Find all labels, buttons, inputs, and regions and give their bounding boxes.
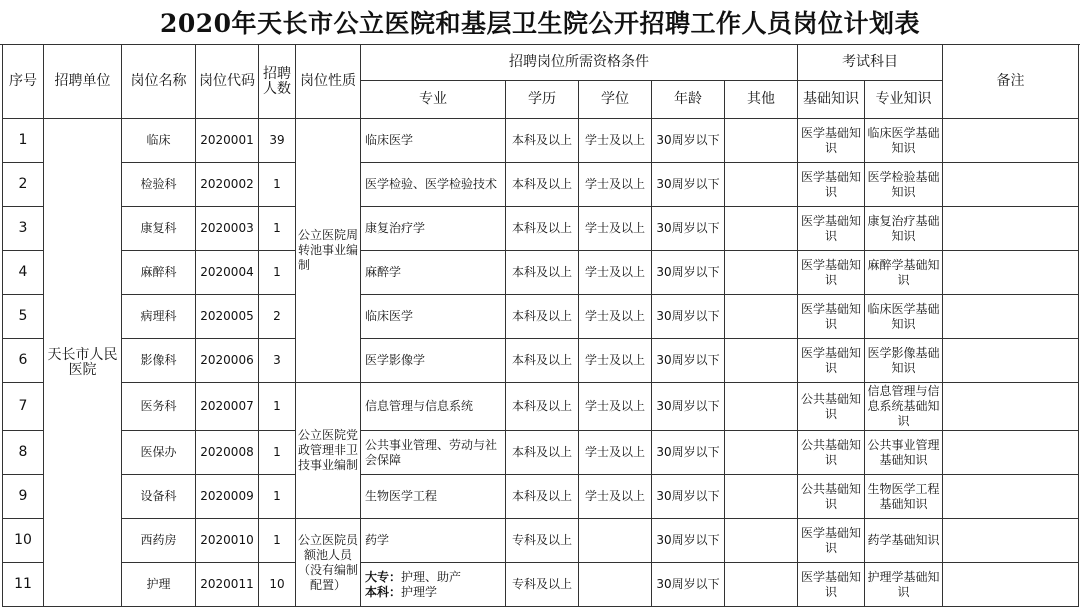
cell-basic: 医学基础知识 xyxy=(798,563,865,607)
cell-seq: 9 xyxy=(3,475,44,519)
cell-degree: 学士及以上 xyxy=(579,339,652,383)
cell-post: 医保办 xyxy=(122,431,196,475)
cell-post: 病理科 xyxy=(122,295,196,339)
header-seq: 序号 xyxy=(3,45,44,119)
cell-edu: 本科及以上 xyxy=(506,475,579,519)
cell-other xyxy=(725,119,798,163)
cell-prof: 康复治疗基础知识 xyxy=(865,207,943,251)
cell-seq: 2 xyxy=(3,163,44,207)
cell-major: 康复治疗学 xyxy=(361,207,506,251)
cell-post: 护理 xyxy=(122,563,196,607)
cell-remark xyxy=(943,519,1079,563)
header-nature: 岗位性质 xyxy=(296,45,361,119)
cell-code: 2020009 xyxy=(196,475,259,519)
cell-remark xyxy=(943,163,1079,207)
major-value-junior: 护理、助产 xyxy=(401,569,462,584)
cell-other xyxy=(725,563,798,607)
cell-prof: 信息管理与信息系统基础知识 xyxy=(865,383,943,431)
cell-count: 1 xyxy=(259,475,296,519)
cell-other xyxy=(725,207,798,251)
cell-edu: 本科及以上 xyxy=(506,339,579,383)
cell-age: 30周岁以下 xyxy=(652,475,725,519)
cell-other xyxy=(725,519,798,563)
cell-other xyxy=(725,251,798,295)
header-major: 专业 xyxy=(361,81,506,119)
cell-basic: 医学基础知识 xyxy=(798,251,865,295)
cell-unit: 天长市人民医院 xyxy=(44,119,122,607)
cell-basic: 医学基础知识 xyxy=(798,119,865,163)
table-row xyxy=(3,339,1079,383)
cell-count: 1 xyxy=(259,163,296,207)
table-row xyxy=(3,519,1079,563)
cell-basic: 公共基础知识 xyxy=(798,383,865,431)
cell-post: 医务科 xyxy=(122,383,196,431)
table-row xyxy=(3,431,1079,475)
header-post-name: 岗位名称 xyxy=(122,45,196,119)
cell-remark xyxy=(943,475,1079,519)
header-age: 年龄 xyxy=(652,81,725,119)
cell-major: 信息管理与信息系统 xyxy=(361,383,506,431)
cell-remark xyxy=(943,295,1079,339)
cell-prof: 医学影像基础知识 xyxy=(865,339,943,383)
cell-basic: 公共基础知识 xyxy=(798,431,865,475)
header-basic: 基础知识 xyxy=(798,81,865,119)
cell-count: 39 xyxy=(259,119,296,163)
major-label-bachelor: 本科： xyxy=(365,584,402,599)
cell-edu: 本科及以上 xyxy=(506,251,579,295)
major-label-junior: 大专： xyxy=(365,569,402,584)
cell-major: 药学 xyxy=(361,519,506,563)
cell-basic: 医学基础知识 xyxy=(798,163,865,207)
cell-major: 医学检验、医学检验技术 xyxy=(361,163,506,207)
cell-major: 公共事业管理、劳动与社会保障 xyxy=(361,431,506,475)
cell-basic: 医学基础知识 xyxy=(798,295,865,339)
cell-seq: 10 xyxy=(3,519,44,563)
cell-post: 设备科 xyxy=(122,475,196,519)
cell-edu: 本科及以上 xyxy=(506,431,579,475)
cell-nature-1: 公立医院周转池事业编制 xyxy=(296,119,361,383)
cell-post: 影像科 xyxy=(122,339,196,383)
cell-remark xyxy=(943,339,1079,383)
cell-seq: 8 xyxy=(3,431,44,475)
cell-prof: 临床医学基础知识 xyxy=(865,295,943,339)
cell-post: 临床 xyxy=(122,119,196,163)
cell-prof: 麻醉学基础知识 xyxy=(865,251,943,295)
page-title: 2020年天长市公立医院和基层卫生院公开招聘工作人员岗位计划表 xyxy=(0,0,1080,45)
header-requirements: 招聘岗位所需资格条件 xyxy=(361,45,798,81)
header-count: 招聘人数 xyxy=(259,45,296,119)
header-remark: 备注 xyxy=(943,45,1079,119)
cell-age: 30周岁以下 xyxy=(652,295,725,339)
cell-code: 2020007 xyxy=(196,383,259,431)
cell-post: 麻醉科 xyxy=(122,251,196,295)
cell-seq: 4 xyxy=(3,251,44,295)
cell-age: 30周岁以下 xyxy=(652,563,725,607)
cell-age: 30周岁以下 xyxy=(652,163,725,207)
cell-degree: 学士及以上 xyxy=(579,251,652,295)
cell-seq: 11 xyxy=(3,563,44,607)
cell-count: 1 xyxy=(259,207,296,251)
cell-degree: 学士及以上 xyxy=(579,431,652,475)
cell-other xyxy=(725,295,798,339)
cell-code: 2020002 xyxy=(196,163,259,207)
cell-major xyxy=(361,563,506,607)
cell-code: 2020005 xyxy=(196,295,259,339)
cell-edu: 专科及以上 xyxy=(506,519,579,563)
table-row xyxy=(3,383,1079,431)
major-value-bachelor: 护理学 xyxy=(401,584,438,599)
cell-degree: 学士及以上 xyxy=(579,163,652,207)
cell-degree: 学士及以上 xyxy=(579,295,652,339)
cell-prof: 临床医学基础知识 xyxy=(865,119,943,163)
cell-age: 30周岁以下 xyxy=(652,251,725,295)
cell-count: 1 xyxy=(259,251,296,295)
cell-prof: 公共事业管理基础知识 xyxy=(865,431,943,475)
cell-seq: 5 xyxy=(3,295,44,339)
cell-age: 30周岁以下 xyxy=(652,119,725,163)
cell-major: 麻醉学 xyxy=(361,251,506,295)
cell-remark xyxy=(943,119,1079,163)
cell-remark xyxy=(943,563,1079,607)
cell-seq: 6 xyxy=(3,339,44,383)
cell-count: 10 xyxy=(259,563,296,607)
cell-basic: 医学基础知识 xyxy=(798,339,865,383)
header-row-1 xyxy=(3,45,1079,81)
header-other: 其他 xyxy=(725,81,798,119)
cell-count: 1 xyxy=(259,383,296,431)
cell-code: 2020008 xyxy=(196,431,259,475)
cell-prof: 护理学基础知识 xyxy=(865,563,943,607)
cell-count: 3 xyxy=(259,339,296,383)
cell-age: 30周岁以下 xyxy=(652,431,725,475)
table-row xyxy=(3,295,1079,339)
cell-code: 2020006 xyxy=(196,339,259,383)
cell-remark xyxy=(943,431,1079,475)
cell-prof: 医学检验基础知识 xyxy=(865,163,943,207)
cell-age: 30周岁以下 xyxy=(652,519,725,563)
cell-post: 西药房 xyxy=(122,519,196,563)
cell-basic: 公共基础知识 xyxy=(798,475,865,519)
cell-count: 1 xyxy=(259,431,296,475)
cell-post: 检验科 xyxy=(122,163,196,207)
cell-other xyxy=(725,163,798,207)
table-row xyxy=(3,119,1079,163)
cell-degree xyxy=(579,563,652,607)
cell-seq: 1 xyxy=(3,119,44,163)
cell-seq: 7 xyxy=(3,383,44,431)
cell-prof: 生物医学工程基础知识 xyxy=(865,475,943,519)
cell-age: 30周岁以下 xyxy=(652,207,725,251)
table-row xyxy=(3,563,1079,607)
cell-code: 2020004 xyxy=(196,251,259,295)
cell-code: 2020011 xyxy=(196,563,259,607)
cell-remark xyxy=(943,207,1079,251)
cell-count: 2 xyxy=(259,295,296,339)
cell-basic: 医学基础知识 xyxy=(798,519,865,563)
cell-edu: 专科及以上 xyxy=(506,563,579,607)
cell-edu: 本科及以上 xyxy=(506,207,579,251)
cell-other xyxy=(725,475,798,519)
header-professional: 专业知识 xyxy=(865,81,943,119)
cell-age: 30周岁以下 xyxy=(652,339,725,383)
header-post-code: 岗位代码 xyxy=(196,45,259,119)
cell-edu: 本科及以上 xyxy=(506,383,579,431)
cell-edu: 本科及以上 xyxy=(506,119,579,163)
cell-code: 2020010 xyxy=(196,519,259,563)
table-row xyxy=(3,207,1079,251)
cell-prof: 药学基础知识 xyxy=(865,519,943,563)
cell-other xyxy=(725,383,798,431)
cell-major: 临床医学 xyxy=(361,119,506,163)
table-row xyxy=(3,475,1079,519)
cell-other xyxy=(725,431,798,475)
header-degree: 学位 xyxy=(579,81,652,119)
cell-code: 2020001 xyxy=(196,119,259,163)
cell-remark xyxy=(943,251,1079,295)
cell-seq: 3 xyxy=(3,207,44,251)
recruitment-table xyxy=(2,44,1079,607)
header-education: 学历 xyxy=(506,81,579,119)
cell-age: 30周岁以下 xyxy=(652,383,725,431)
cell-major: 临床医学 xyxy=(361,295,506,339)
cell-count: 1 xyxy=(259,519,296,563)
cell-major: 医学影像学 xyxy=(361,339,506,383)
header-exam: 考试科目 xyxy=(798,45,943,81)
cell-code: 2020003 xyxy=(196,207,259,251)
cell-remark xyxy=(943,383,1079,431)
table-row xyxy=(3,251,1079,295)
cell-degree: 学士及以上 xyxy=(579,383,652,431)
cell-post: 康复科 xyxy=(122,207,196,251)
cell-degree: 学士及以上 xyxy=(579,475,652,519)
cell-degree: 学士及以上 xyxy=(579,119,652,163)
header-unit: 招聘单位 xyxy=(44,45,122,119)
cell-degree: 学士及以上 xyxy=(579,207,652,251)
cell-nature-3: 公立医院员额池人员（没有编制配置） xyxy=(296,519,361,607)
cell-edu: 本科及以上 xyxy=(506,295,579,339)
cell-degree xyxy=(579,519,652,563)
cell-other xyxy=(725,339,798,383)
cell-basic: 医学基础知识 xyxy=(798,207,865,251)
cell-edu: 本科及以上 xyxy=(506,163,579,207)
cell-nature-2: 公立医院党政管理非卫技事业编制 xyxy=(296,383,361,519)
table-row xyxy=(3,163,1079,207)
cell-major: 生物医学工程 xyxy=(361,475,506,519)
